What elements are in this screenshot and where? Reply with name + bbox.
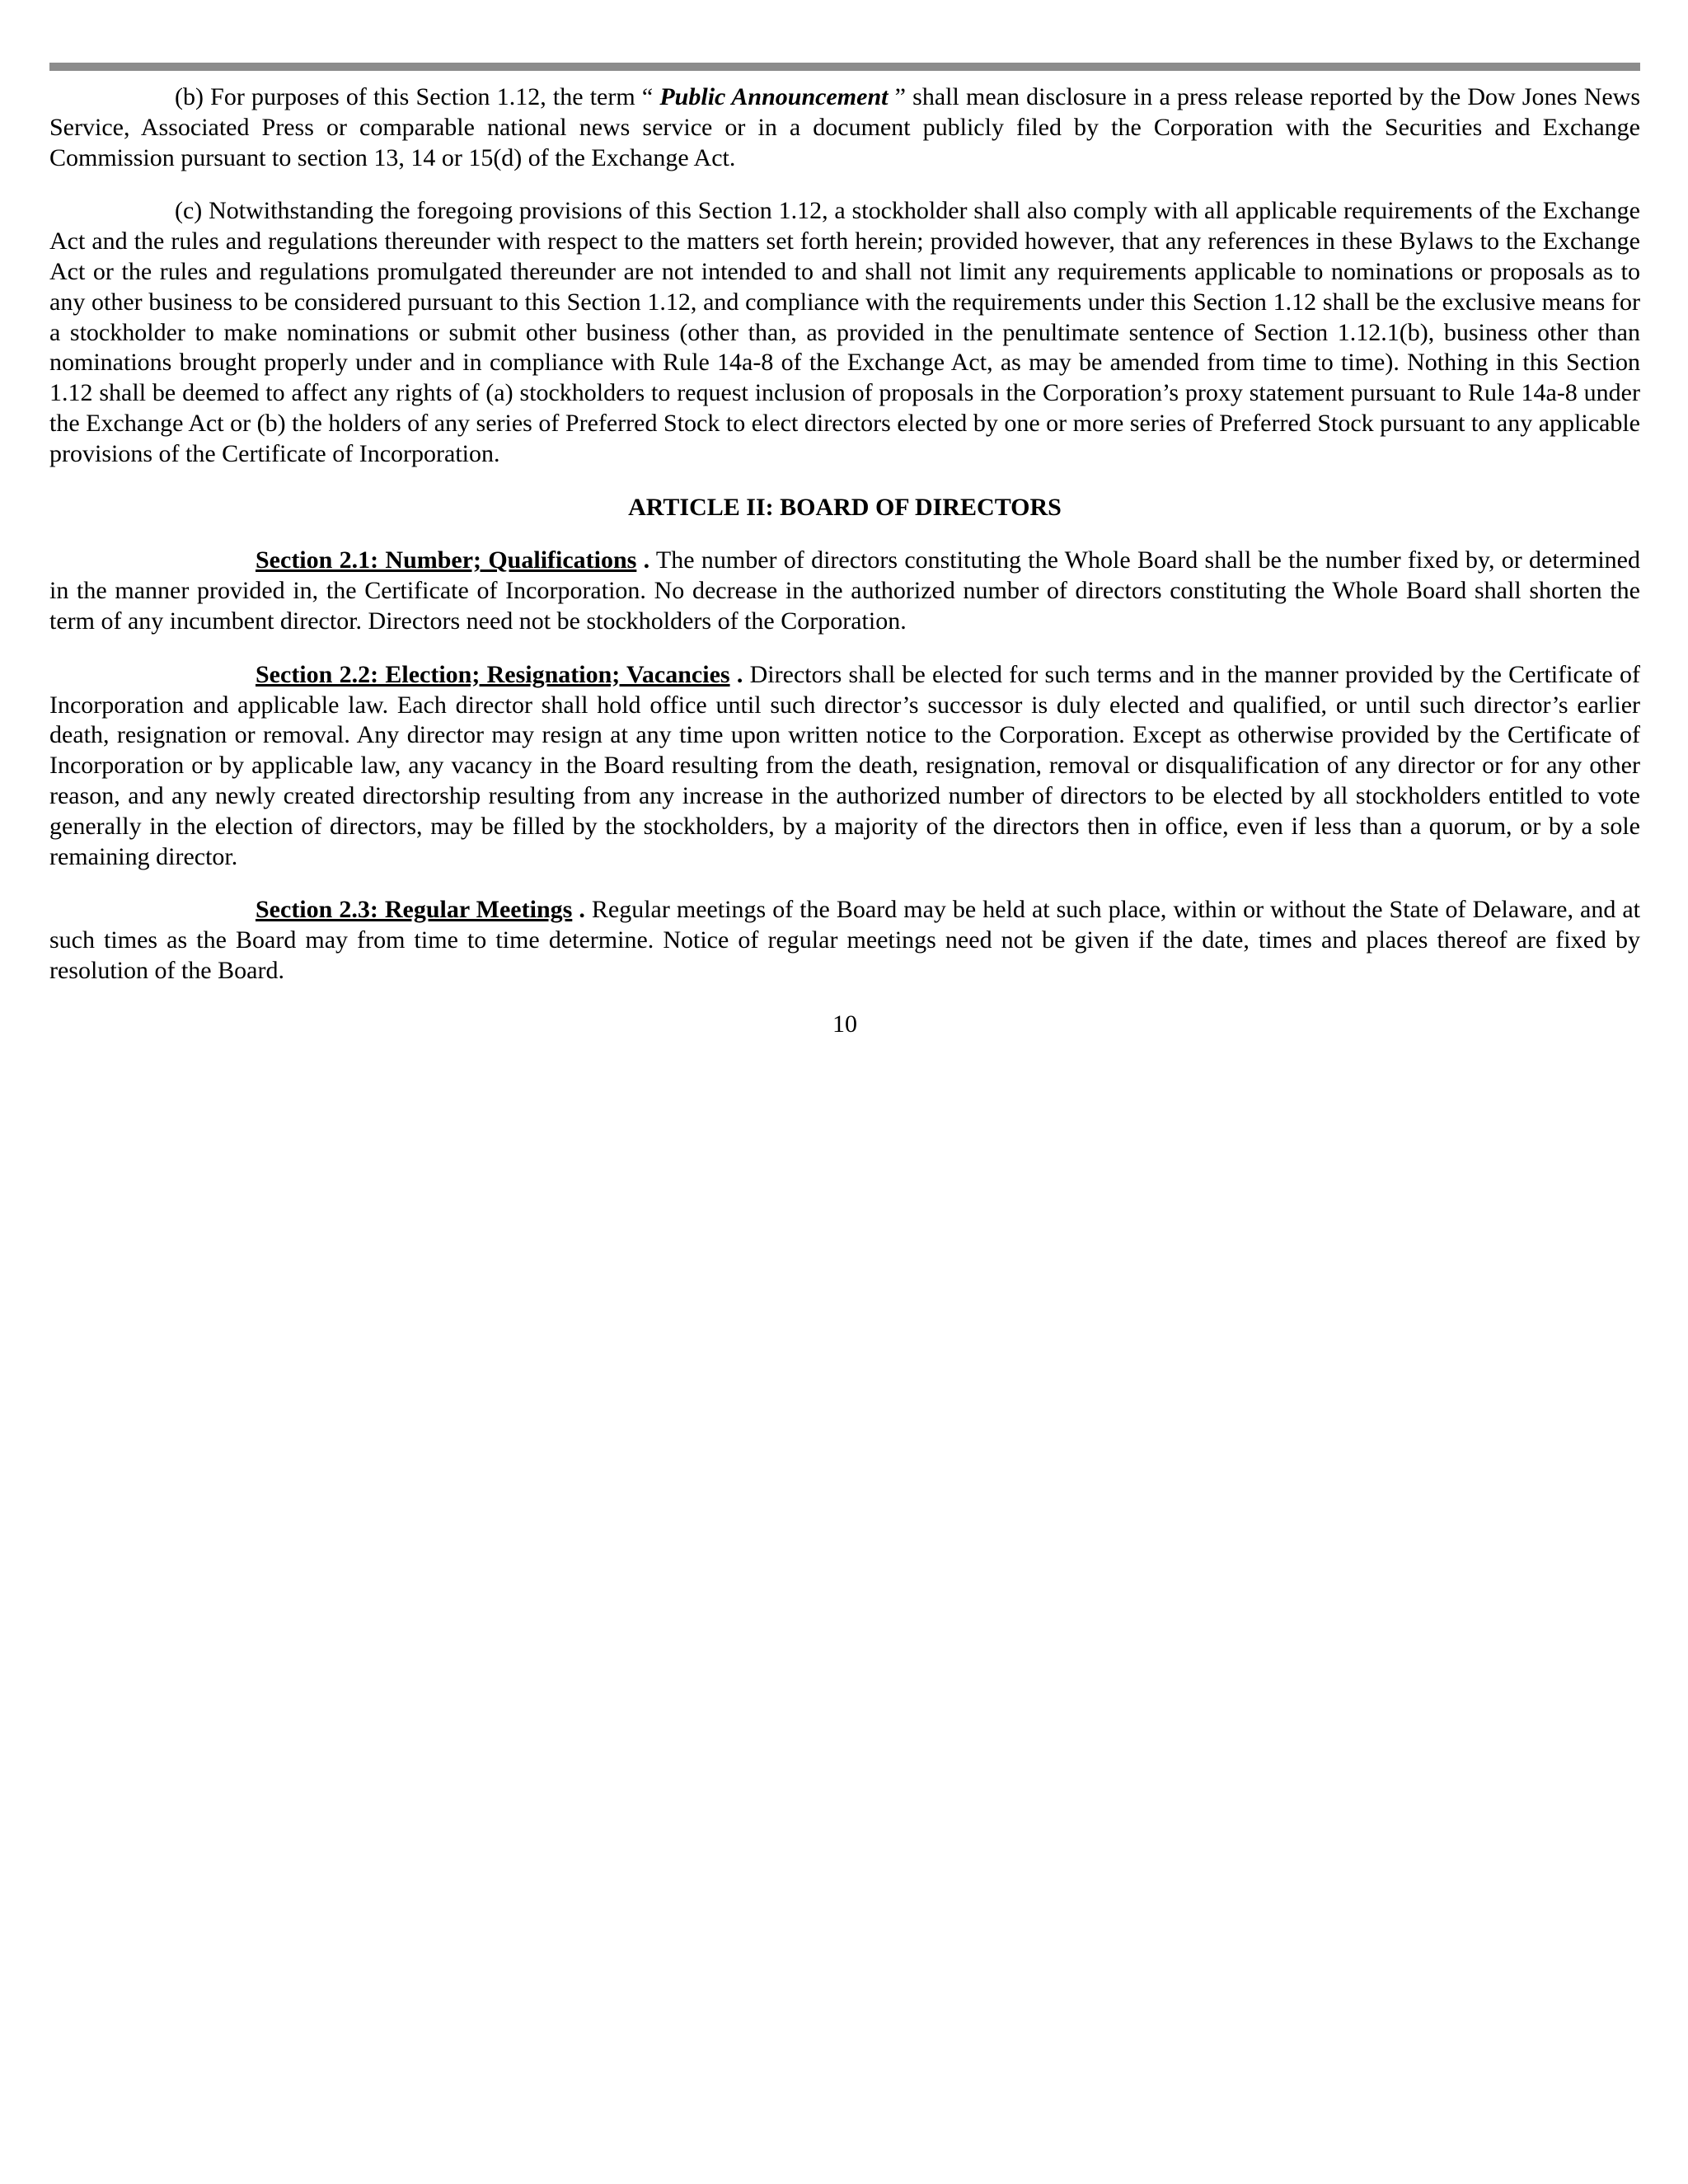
section-2-3-heading: Section 2.3: Regular Meetings (256, 896, 573, 924)
section-2-3 (49, 895, 1640, 986)
section-2-3-body: Regular meetings of the Board may be held at such place, within or without the State of Delaware, and at such times as the Board may from time to time determine. Notice of regular meetings need not be given if the date, times and places thereof are fixed by resolution of the Board. (49, 896, 1641, 984)
section-2-2-heading: Section 2.2: Election; Resignation; Vacancies (256, 660, 730, 688)
paragraph-b (49, 82, 1640, 173)
section-2-2-heading-period: . (736, 660, 743, 688)
paragraph-b-prefix: (b) For purposes of this Section 1.12, the term “ (175, 83, 654, 110)
article-heading: ARTICLE II: BOARD OF DIRECTORS (628, 493, 1062, 521)
section-2-1-body: The number of directors constituting the Whole Board shall be the number fixed by, or determined in the manner provided in, the Certificate of Incorporation. No decrease in the authorized number of directors constituting the Whole Board shall shorten the term of any incumbent director. Directors need not be stockholders of the Corporation. (49, 546, 1640, 635)
document-body (49, 82, 1640, 1040)
header-rule (49, 63, 1640, 71)
paragraph-b-suffix: ” shall mean disclosure in a press release reported by the Dow Jones News Service, Associated Press or comparable national news service or in a document publicly filed by the Corporation with the Securities and Exchange Commission pursuant to section 13, 14 or 15(d) of the Exchange Act. (49, 83, 1641, 171)
section-2-1 (49, 546, 1640, 636)
section-2-1-heading-period: . (643, 546, 650, 574)
section-2-1-heading: Section 2.1: Number; Qualifications (256, 546, 637, 574)
section-2-2-body: Directors shall be elected for such terms and in the manner provided by the Certificate of Incorporation and applicable law. Each director shall hold office until such director’s successor is duly elected and qualified, or until such director’s earlier death, resignation or removal. Any director may resign at any time upon written notice to the Corporation. Except as otherwise provided by the Certificate of Incorporation or by applicable law, any vacancy in the Board resulting from the death, resignation, removal or disqualification of any director or for any other reason, and any newly created directorship resulting from any increase in the authorized number of directors to be elected by all stockholders entitled to vote generally in the election of directors, may be filled by the stockholders, by a majority of the directors then in office, even if less than a quorum, or by a sole remaining director. (49, 660, 1641, 870)
section-2-2 (49, 660, 1640, 873)
page-number: 10 (832, 1010, 857, 1038)
section-2-3-heading-period: . (579, 896, 585, 924)
paragraph-c: (c) Notwithstanding the foregoing provisions of this Section 1.12, a stockholder shall also comply with all applicable requirements of the Exchange Act and the rules and regulations thereunder with respect to the matters set forth herein; provided however, that any references in these Bylaws to the Exchange Act or the rules and regulations promulgated thereunder are not intended to and shall not limit any requirements applicable to nominations or proposals as to any other business to be considered pursuant to this Section 1.12, and compliance with the requirements under this Section 1.12 shall be the exclusive means for a stockholder to make nominations or submit other business (other than, as provided in the penultimate sentence of Section 1.12.1(b), business other than nominations brought properly under and in compliance with Rule 14a-8 of the Exchange Act, as may be amended from time to time). Nothing in this Section 1.12 shall be deemed to affect any rights of (a) stockholders to request inclusion of proposals in the Corporation’s proxy statement pursuant to Rule 14a-8 under the Exchange Act or (b) the holders of any series of Preferred Stock to elect directors elected by one or more series of Preferred Stock pursuant to any applicable provisions of the Certificate of Incorporation. (49, 197, 1640, 467)
defined-term-public-announcement: Public Announcement (659, 83, 889, 110)
